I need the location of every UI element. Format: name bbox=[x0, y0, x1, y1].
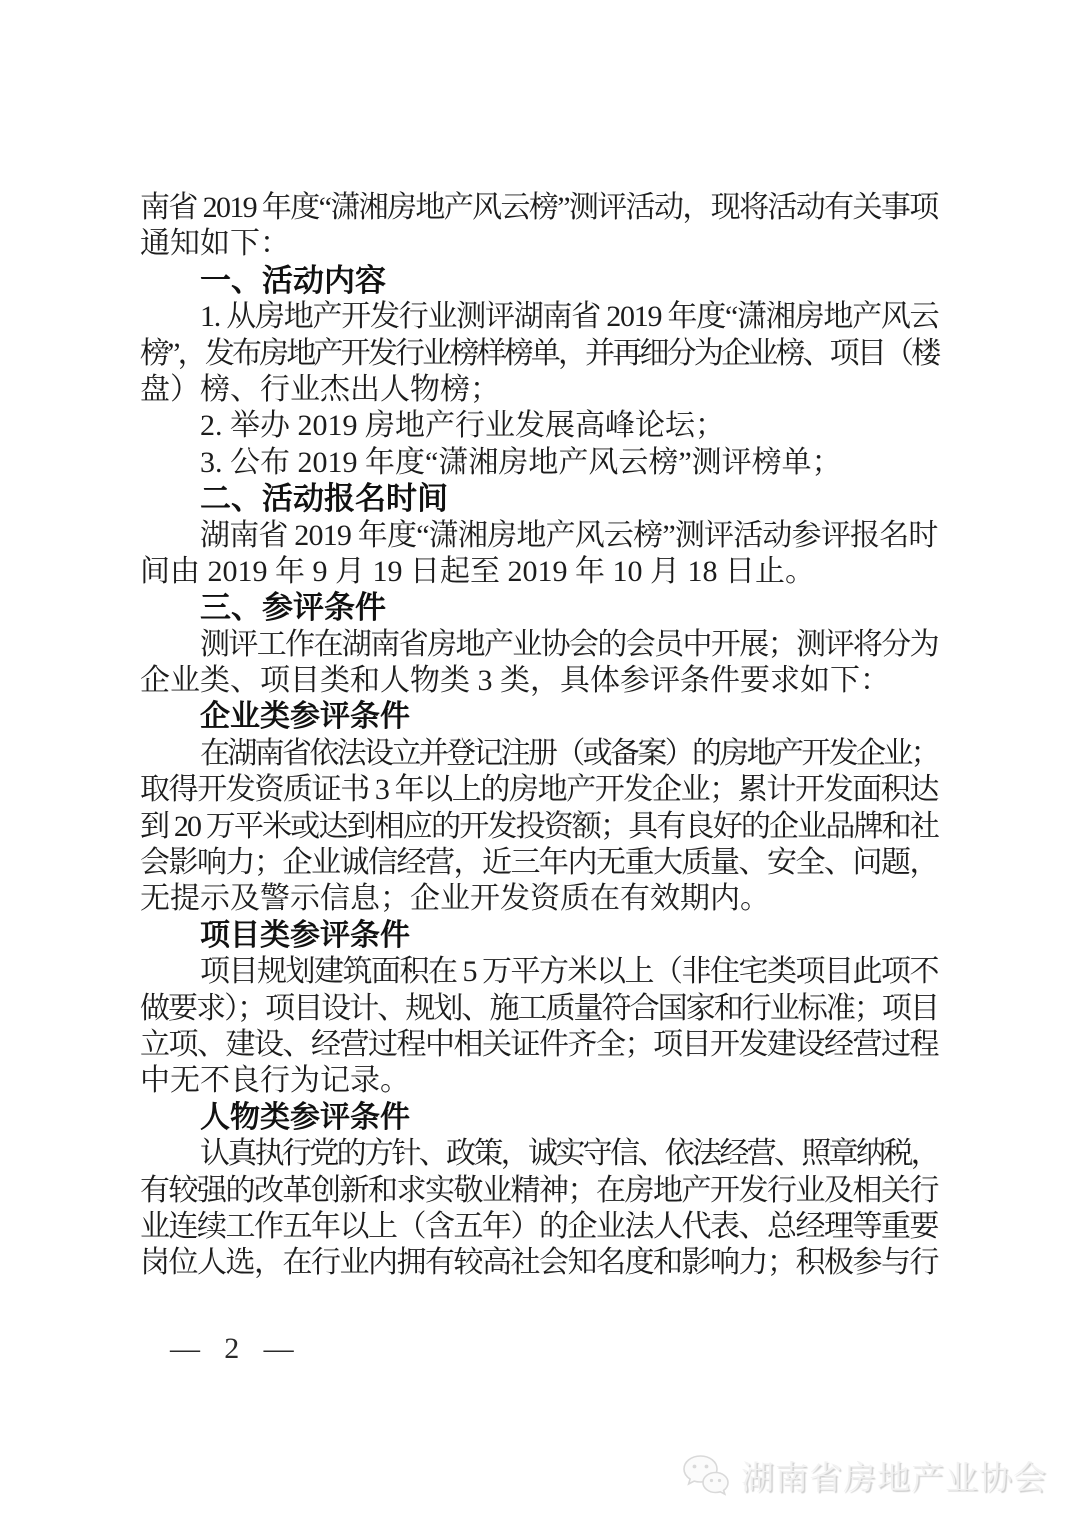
document-lines bbox=[140, 190, 938, 1282]
document-line-28: 有较强的改革创新和求实敬业精神；在房地产开发行业及相关行 bbox=[140, 1173, 938, 1207]
document-line-11: 间由 2019 年 9 月 19 日起至 2019 年 10 月 18 日止。 bbox=[140, 554, 815, 588]
document-line-4: 1. 从房地产开发行业测评湖南省 2019 年度“潇湘房地产风云 bbox=[200, 300, 939, 334]
document-line-27: 认真执行党的方针、政策，诚实守信、依法经营、照章纳税， bbox=[200, 1137, 938, 1171]
document-line-10: 湖南省 2019 年度“潇湘房地产风云榜”测评活动参评报名时 bbox=[200, 518, 938, 552]
document-line-24: 立项、建设、经营过程中相关证件齐全；项目开发建设经营过程 bbox=[140, 1027, 938, 1061]
document-line-14: 企业类、项目类和人物类 3 类，具体参评条件要求如下： bbox=[140, 664, 890, 698]
document-line-21: 项目类参评条件 bbox=[200, 918, 410, 952]
document-line-5: 榜”，发布房地产开发行业榜样榜单，并再细分为企业榜、项目（楼 bbox=[140, 336, 939, 370]
document-line-2: 通知如下： bbox=[140, 227, 290, 261]
document-line-26: 人物类参评条件 bbox=[200, 1100, 410, 1134]
document-line-25: 中无不良行为记录。 bbox=[140, 1064, 410, 1098]
document-line-13: 测评工作在湖南省房地产业协会的会员中开展；测评将分为 bbox=[200, 627, 938, 661]
document-line-8: 3. 公布 2019 年度“潇湘房地产风云榜”测评榜单； bbox=[200, 445, 842, 479]
document-line-12: 三、参评条件 bbox=[200, 590, 386, 626]
document-line-17: 取得开发资质证书 3 年以上的房地产开发企业；累计开发面积达 bbox=[140, 773, 938, 807]
document-line-23: 做要求）；项目设计、规划、施工质量符合国家和行业标准；项目 bbox=[140, 991, 938, 1025]
document-line-22: 项目规划建筑面积在 5 万平方米以上（非住宅类项目此项不 bbox=[200, 955, 938, 989]
document-line-15: 企业类参评条件 bbox=[200, 700, 410, 734]
document-line-9: 二、活动报名时间 bbox=[200, 481, 448, 517]
document-line-19: 会影响力；企业诚信经营，近三年内无重大质量、安全、问题， bbox=[140, 846, 938, 880]
page-number: — 2 — bbox=[170, 1332, 302, 1365]
document-line-20: 无提示及警示信息；企业开发资质在有效期内。 bbox=[140, 882, 770, 916]
footer-watermark bbox=[681, 1452, 1047, 1499]
document-line-29: 业连续工作五年以上（含五年）的企业法人代表、总经理等重要 bbox=[140, 1209, 938, 1243]
document-line-1: 南省 2019 年度“潇湘房地产风云榜”测评活动，现将活动有关事项 bbox=[140, 191, 938, 224]
document-line-18: 到 20 万平米或达到相应的开发投资额；具有良好的企业品牌和社 bbox=[140, 809, 938, 843]
document-line-6: 盘）榜、行业杰出人物榜； bbox=[140, 372, 500, 406]
footer-brand-text: 湖南省房地产业协会 bbox=[741, 1459, 1047, 1496]
document-line-16: 在湖南省依法设立并登记注册（或备案）的房地产开发企业； bbox=[200, 736, 938, 770]
document-line-7: 2. 举办 2019 房地产行业发展高峰论坛； bbox=[200, 409, 725, 443]
wechat-icon bbox=[681, 1454, 731, 1498]
document-line-3: 一、活动内容 bbox=[200, 262, 386, 298]
document-line-30: 岗位人选，在行业内拥有较高社会知名度和影响力；积极参与行 bbox=[140, 1246, 938, 1280]
